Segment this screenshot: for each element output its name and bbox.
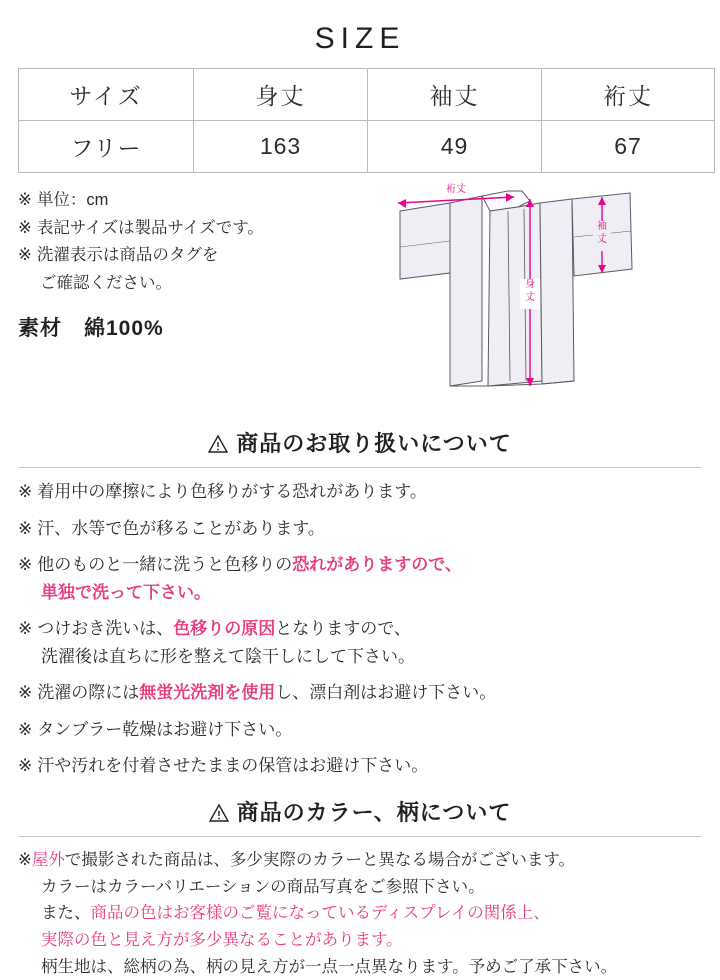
material-info xyxy=(18,298,390,342)
care-text-emphasis: 単独 xyxy=(41,582,75,602)
color-text: 柄生地は、総柄の為、柄の見え方が一点一点異なります。予めご了承下さい。 xyxy=(41,957,618,976)
care-text: タンブラー乾燥はお避け下さい。 xyxy=(37,719,293,739)
care-text: 着用中の摩擦により色移りがする恐れがあります。 xyxy=(37,482,427,501)
bullet-mark: ※ xyxy=(18,719,33,739)
garment-diagram-svg xyxy=(390,181,710,411)
warning-triangle-icon xyxy=(209,802,229,828)
note-text: 洗濯表示は商品のタグを xyxy=(36,246,219,265)
yuki-label: 裄丈 xyxy=(446,184,466,195)
note-continuation: ご確認ください。 xyxy=(40,274,172,293)
care-item xyxy=(18,551,702,606)
table-row xyxy=(19,121,715,173)
garment-measurement-diagram xyxy=(390,181,710,411)
note-mark: ※ xyxy=(18,191,32,209)
care-item xyxy=(18,752,702,780)
note-line xyxy=(18,187,390,215)
care-text: 他のものと一緒に洗うと色移りの xyxy=(37,555,293,575)
bullet-mark: ※ xyxy=(18,555,33,575)
care-subline xyxy=(18,643,702,671)
material-value: 綿100% xyxy=(84,316,164,340)
mitake-label: 身 xyxy=(525,279,535,290)
bullet-mark: ※ xyxy=(18,619,33,639)
table-header-cell: 袖丈 xyxy=(368,69,542,121)
color-notes-list xyxy=(0,847,720,980)
divider xyxy=(18,836,702,837)
care-text: 汗や汚れを付着させたままの保管はお避け下さい。 xyxy=(37,756,429,776)
care-item xyxy=(18,679,702,707)
size-notes xyxy=(0,187,390,411)
note-text: 単位：cm xyxy=(36,191,109,209)
color-heading-text: 商品のカラー、柄について xyxy=(236,799,512,825)
care-text-emphasis: 恐れがありますので、 xyxy=(292,555,462,575)
care-section-heading xyxy=(0,427,720,459)
color-text: で撮影された商品は、多少実際のカラーと異なる場合がございます。 xyxy=(64,850,576,869)
divider xyxy=(18,467,702,468)
care-text: となりますので、 xyxy=(275,619,411,639)
color-text: また、 xyxy=(41,904,91,923)
care-text-emphasis: で洗って下さい。 xyxy=(75,582,211,602)
care-item xyxy=(18,478,702,506)
color-text-emphasis: 屋外 xyxy=(31,850,65,869)
warning-triangle-icon xyxy=(208,433,228,459)
table-cell: 163 xyxy=(194,121,368,173)
size-table-wrapper xyxy=(0,68,720,173)
care-subline xyxy=(18,579,702,607)
care-text: 汗、水等で色が移ることがあります。 xyxy=(37,518,325,538)
care-text: し、漂白剤はお避け下さい。 xyxy=(275,683,497,703)
care-text-emphasis: 無蛍光洗剤を使用 xyxy=(139,683,276,703)
color-note-line xyxy=(18,847,702,874)
table-cell: フリー xyxy=(19,121,194,173)
care-text-emphasis: 色移りの原因 xyxy=(173,619,276,639)
svg-text:丈: 丈 xyxy=(525,292,535,303)
care-list xyxy=(0,478,720,780)
table-header-cell: 身丈 xyxy=(194,69,368,121)
bullet-mark: ※ xyxy=(18,850,32,869)
care-item xyxy=(18,615,702,670)
table-cell: 49 xyxy=(368,121,542,173)
bullet-mark: ※ xyxy=(18,482,33,501)
page-title: SIZE xyxy=(314,22,406,55)
care-text: 洗濯後は直ちに形を整えて陰干しにして下さい。 xyxy=(41,646,415,666)
color-note-line xyxy=(18,927,702,954)
color-text-emphasis: 商品の色はお客様のご覧になっているディスプレイの関係上、 xyxy=(90,904,550,923)
table-cell: 67 xyxy=(542,121,715,173)
bullet-mark: ※ xyxy=(18,756,33,776)
table-header-cell: サイズ xyxy=(19,69,194,121)
bullet-mark: ※ xyxy=(18,518,33,538)
color-note-line xyxy=(18,900,702,927)
sode-label: 袖 xyxy=(597,221,607,232)
color-section-heading xyxy=(0,796,720,828)
material-label: 素材 xyxy=(18,316,62,340)
notes-and-figure xyxy=(0,173,720,411)
color-text: カラーはカラーバリエーションの商品写真をご参照下さい。 xyxy=(41,877,485,896)
svg-text:丈: 丈 xyxy=(597,234,607,245)
note-mark: ※ xyxy=(18,218,32,237)
care-text: 洗濯の際には xyxy=(37,683,140,703)
care-text: つけおき洗いは、 xyxy=(37,619,174,639)
color-note-line xyxy=(18,874,702,901)
bullet-mark: ※ xyxy=(18,683,33,703)
table-header-row xyxy=(19,69,715,121)
note-line xyxy=(18,215,390,243)
note-line xyxy=(18,242,390,270)
care-item xyxy=(18,515,702,543)
color-note-line xyxy=(18,954,702,980)
note-text: 表記サイズは製品サイズです。 xyxy=(36,218,264,237)
note-mark: ※ xyxy=(18,246,32,265)
table-header-cell: 裄丈 xyxy=(542,69,715,121)
color-text-emphasis: 実際の色と見え方が多少異なることがあります。 xyxy=(41,930,403,949)
size-table xyxy=(18,68,715,173)
care-heading-text: 商品のお取り扱いについて xyxy=(236,431,512,456)
care-item xyxy=(18,716,702,744)
